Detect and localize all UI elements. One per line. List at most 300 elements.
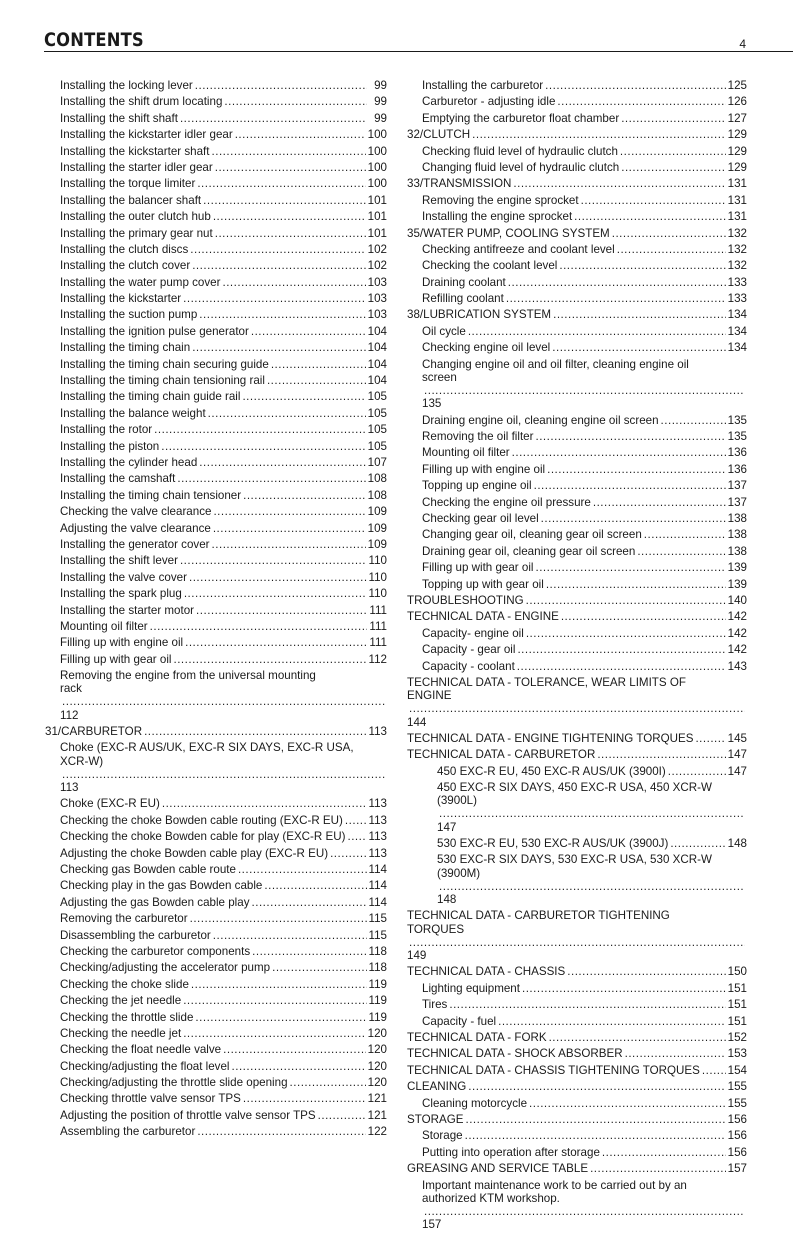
dot-leader [238, 863, 367, 876]
toc-entry[interactable] [45, 489, 387, 502]
toc-entry-title: Installing the clutch cover [60, 259, 191, 273]
toc-entry[interactable] [407, 276, 747, 289]
toc-entry[interactable] [45, 961, 387, 974]
dot-leader [243, 489, 366, 502]
toc-entry-title: Installing the balancer shaft [60, 193, 202, 207]
toc-entry[interactable] [45, 194, 387, 207]
toc-entry[interactable] [407, 145, 747, 158]
toc-entry[interactable] [407, 430, 747, 443]
toc-entry[interactable] [407, 528, 747, 541]
toc-entry-page: 104 [367, 324, 387, 338]
toc-entry-title: TECHNICAL DATA - FORK [407, 1031, 547, 1045]
toc-entry-title: Capacity - coolant [422, 659, 515, 673]
toc-entry-page: 135 [727, 430, 747, 444]
toc-entry[interactable] [45, 912, 387, 925]
toc-entry[interactable] [407, 1162, 747, 1175]
toc-entry[interactable] [45, 472, 387, 485]
dot-leader [162, 797, 367, 810]
toc-entry-title: Installing the rotor [60, 423, 153, 437]
toc-entry-title: Tires [422, 998, 448, 1012]
toc-entry[interactable] [45, 636, 387, 649]
toc-entry[interactable] [407, 545, 747, 558]
toc-entry[interactable] [45, 1125, 387, 1138]
toc-entry-title: TECHNICAL DATA - TOLERANCE, WEAR LIMITS OF [407, 675, 686, 689]
toc-entry[interactable] [407, 660, 747, 673]
toc-entry-page: 132 [727, 259, 747, 273]
toc-entry-title: Checking fluid level of hydraulic clutch [422, 144, 618, 158]
toc-entry[interactable] [45, 341, 387, 354]
toc-entry-title: Installing the balance weight [60, 406, 206, 420]
toc-entry[interactable] [407, 853, 747, 906]
toc-entry[interactable] [407, 210, 747, 223]
toc-entry[interactable] [45, 95, 387, 108]
toc-entry[interactable] [407, 1080, 747, 1093]
dot-leader [252, 945, 366, 958]
toc-entry-page: 134 [727, 308, 747, 322]
toc-entry-page: 103 [367, 292, 387, 306]
toc-entry-page: 125 [727, 79, 747, 92]
toc-entry[interactable] [407, 578, 747, 591]
toc-entry-title: Installing the generator cover [60, 537, 210, 551]
dot-leader [557, 95, 725, 108]
dot-leader [668, 765, 726, 778]
toc-entry-title: Installing the timing chain tensioner [60, 488, 242, 502]
toc-entry-page: 149 [407, 949, 427, 963]
dot-leader [522, 982, 726, 995]
toc-entry-title: Installing the piston [60, 439, 160, 453]
toc-entry-title: Checking the valve clearance [60, 505, 212, 519]
toc-entry[interactable] [45, 308, 387, 321]
toc-entry-title: Removing the oil filter [422, 430, 534, 444]
dot-leader [465, 1129, 726, 1142]
toc-entry[interactable] [407, 128, 747, 141]
toc-entry[interactable] [407, 1146, 747, 1159]
toc-entry-title: Adjusting the valve clearance [60, 521, 211, 535]
toc-entry[interactable] [407, 177, 747, 190]
toc-entry[interactable] [45, 604, 387, 617]
toc-entry[interactable] [407, 909, 747, 962]
toc-entry-page: 110 [368, 570, 387, 584]
dot-leader [177, 472, 365, 485]
toc-entry-title-continued: authorized KTM workshop. [422, 1191, 560, 1205]
toc-entry[interactable] [45, 456, 387, 469]
toc-entry-title: Lighting equipment [422, 981, 520, 995]
toc-entry[interactable] [45, 571, 387, 584]
dot-leader [409, 936, 745, 949]
dot-leader [574, 210, 725, 223]
toc-entry[interactable] [45, 879, 387, 892]
toc-entry[interactable] [45, 276, 387, 289]
toc-entry-page: 113 [368, 846, 387, 860]
toc-entry[interactable] [407, 1031, 747, 1044]
toc-entry[interactable] [407, 781, 747, 834]
dot-leader [243, 1092, 366, 1105]
toc-entry-title: Filling up with engine oil [60, 636, 184, 650]
toc-entry[interactable] [407, 161, 747, 174]
toc-entry-page: 131 [727, 177, 747, 191]
dot-leader [154, 423, 366, 436]
toc-entry[interactable] [407, 243, 747, 256]
toc-entry[interactable] [45, 177, 387, 190]
toc-entry-title: Choke (EXC-R AUS/UK, EXC-R SIX DAYS, EXC-R USA, [60, 741, 354, 755]
toc-entry-page: 109 [367, 537, 387, 551]
toc-entry-title: Emptying the carburetor float chamber [422, 111, 620, 125]
toc-entry-title: Checking the carburetor components [60, 944, 251, 958]
toc-entry-page: 131 [727, 193, 747, 207]
toc-entry-title: Assembling the carburetor [60, 1125, 196, 1139]
toc-entry[interactable] [45, 814, 387, 827]
dot-leader [161, 440, 365, 453]
toc-entry-title: Filling up with gear oil [60, 652, 172, 666]
dot-leader [612, 227, 726, 240]
toc-entry-page: 99 [374, 79, 387, 92]
toc-entry[interactable] [407, 259, 747, 272]
toc-entry[interactable] [45, 830, 387, 843]
toc-entry[interactable] [407, 627, 747, 640]
toc-entry-page: 135 [727, 413, 747, 427]
toc-entry[interactable] [407, 194, 747, 207]
dot-leader [222, 276, 365, 289]
toc-entry-title: Choke (EXC-R EU) [60, 797, 160, 811]
toc-entry-page: 129 [727, 128, 747, 142]
toc-entry[interactable] [407, 676, 747, 729]
toc-entry-page: 129 [727, 160, 747, 174]
toc-entry[interactable] [45, 227, 387, 240]
toc-entry-page: 112 [368, 652, 387, 666]
dot-leader [195, 1011, 366, 1024]
toc-entry[interactable] [407, 561, 747, 574]
dot-leader [150, 620, 367, 633]
dot-leader [409, 702, 745, 715]
toc-entry[interactable] [45, 79, 387, 92]
toc-entry[interactable] [45, 978, 387, 991]
toc-entry-page: 137 [727, 495, 747, 509]
toc-entry[interactable] [407, 1113, 747, 1126]
toc-entry[interactable] [45, 863, 387, 876]
toc-entry-page: 157 [422, 1218, 442, 1232]
toc-entry-page: 109 [367, 505, 387, 519]
dot-leader [695, 732, 725, 745]
toc-entry-title-continued: TORQUES [407, 922, 465, 936]
toc-entry[interactable] [407, 358, 747, 411]
toc-entry[interactable] [45, 243, 387, 256]
toc-entry-page: 100 [367, 144, 387, 158]
toc-entry-title: Installing the spark plug [60, 587, 182, 601]
dot-leader [183, 1027, 365, 1040]
dot-leader [203, 194, 366, 207]
toc-entry-page: 120 [367, 1076, 387, 1090]
toc-entry-title: Changing gear oil, cleaning gear oil screen [422, 528, 642, 542]
dot-leader [347, 830, 366, 843]
toc-entry-page: 112 [60, 708, 79, 722]
toc-entry[interactable] [407, 512, 747, 525]
toc-entry-title: Installing the locking lever [60, 79, 193, 92]
toc-entry-title: Checking the needle jet [60, 1026, 182, 1040]
toc-entry-title: Capacity - fuel [422, 1014, 497, 1028]
toc-entry[interactable] [45, 1076, 387, 1089]
toc-entry[interactable] [45, 374, 387, 387]
dot-leader [581, 194, 726, 207]
dot-leader [534, 479, 726, 492]
toc-entry[interactable] [45, 259, 387, 272]
toc-entry-page: 133 [727, 275, 747, 289]
toc-entry[interactable] [45, 1109, 387, 1122]
toc-entry-page: 110 [368, 554, 387, 568]
toc-entry[interactable] [45, 407, 387, 420]
toc-entry-title: TECHNICAL DATA - ENGINE TIGHTENING TORQUES [407, 731, 694, 745]
toc-entry-page: 147 [437, 820, 457, 834]
dot-leader [424, 384, 745, 397]
dot-leader [232, 1060, 366, 1073]
toc-entry[interactable] [45, 325, 387, 338]
toc-entry[interactable] [407, 112, 747, 125]
toc-entry-page: 151 [727, 1014, 747, 1028]
toc-entry[interactable] [45, 847, 387, 860]
toc-entry-title: Installing the starter motor [60, 603, 195, 617]
toc-entry-title: Removing the engine from the universal mounting [60, 669, 316, 683]
dot-leader [513, 177, 725, 190]
toc-entry[interactable] [45, 1043, 387, 1056]
toc-entry[interactable] [407, 227, 747, 240]
toc-entry-page: 144 [407, 715, 427, 729]
toc-entry[interactable] [45, 669, 387, 722]
toc-entry-title: Installing the timing chain guide rail [60, 390, 241, 404]
toc-entry[interactable] [45, 1011, 387, 1024]
toc-entry-title: Storage [422, 1129, 463, 1143]
dot-leader [424, 1205, 745, 1218]
toc-entry[interactable] [45, 390, 387, 403]
dot-leader [173, 653, 366, 666]
toc-entry[interactable] [45, 896, 387, 909]
toc-entry-title: Installing the kickstarter idler gear [60, 128, 233, 142]
toc-entry[interactable] [407, 463, 747, 476]
toc-entry-page: 153 [727, 1047, 747, 1061]
toc-entry[interactable] [407, 748, 747, 761]
toc-entry[interactable] [407, 79, 747, 92]
toc-entry-title: 450 EXC-R EU, 450 EXC-R AUS/UK (3900I) [437, 764, 666, 778]
toc-entry-page: 152 [727, 1031, 747, 1045]
toc-entry-page: 156 [727, 1145, 747, 1159]
toc-entry-page: 143 [727, 659, 747, 673]
toc-left-column [45, 79, 387, 1142]
toc-entry-page: 102 [367, 259, 387, 273]
dot-leader [290, 1076, 366, 1089]
dot-leader [251, 325, 366, 338]
toc-entry[interactable] [407, 982, 747, 995]
dot-leader [144, 725, 366, 738]
page-title: CONTENTS [44, 29, 144, 51]
toc-entry-title: Checking the engine oil pressure [422, 495, 591, 509]
dot-leader [208, 407, 366, 420]
toc-entry[interactable] [407, 965, 747, 978]
toc-entry-title: Adjusting the position of throttle valve sensor TPS [60, 1108, 316, 1122]
toc-entry-page: 104 [367, 374, 387, 388]
toc-entry[interactable] [45, 1060, 387, 1073]
toc-entry-page: 151 [727, 981, 747, 995]
toc-entry-title: Checking/adjusting the accelerator pump [60, 961, 271, 975]
toc-entry-title: Filling up with engine oil [422, 462, 546, 476]
toc-entry-title: Installing the torque limiter [60, 177, 196, 191]
dot-leader [517, 643, 725, 656]
dot-leader [267, 374, 366, 387]
dot-leader [517, 660, 726, 673]
toc-entry[interactable] [45, 145, 387, 158]
toc-entry-title: Filling up with gear oil [422, 561, 534, 575]
dot-leader [625, 1047, 726, 1060]
toc-entry[interactable] [407, 95, 747, 108]
toc-entry[interactable] [45, 522, 387, 535]
dot-leader [264, 879, 366, 892]
toc-entry-title: Installing the camshaft [60, 472, 176, 486]
dot-leader [189, 571, 367, 584]
toc-entry-page: 132 [727, 242, 747, 256]
toc-entry[interactable] [407, 837, 747, 850]
dot-leader [597, 748, 725, 761]
toc-entry-page: 101 [367, 226, 387, 240]
dot-leader [213, 505, 365, 518]
dot-leader [183, 292, 366, 305]
toc-entry-title: TECHNICAL DATA - CARBURETOR TIGHTENING [407, 909, 670, 923]
toc-entry[interactable] [407, 479, 747, 492]
toc-entry-page: 102 [367, 242, 387, 256]
toc-entry-page: 139 [727, 561, 747, 575]
toc-entry[interactable] [407, 1129, 747, 1142]
toc-entry-page: 100 [367, 128, 387, 142]
toc-entry[interactable] [45, 945, 387, 958]
toc-entry-title: Installing the carburetor [422, 79, 544, 92]
toc-entry-page: 133 [727, 292, 747, 306]
dot-leader [213, 929, 367, 942]
toc-entry[interactable] [407, 1064, 747, 1077]
toc-entry-title: Topping up with gear oil [422, 577, 544, 591]
toc-entry[interactable] [45, 1027, 387, 1040]
dot-leader [661, 414, 726, 427]
toc-entry[interactable] [45, 112, 387, 125]
toc-entry[interactable] [45, 797, 387, 810]
toc-entry[interactable] [45, 725, 387, 738]
dot-leader [271, 358, 366, 371]
dot-leader [212, 145, 366, 158]
toc-entry[interactable] [45, 423, 387, 436]
toc-entry[interactable] [45, 440, 387, 453]
dot-leader [512, 446, 726, 459]
dot-leader [547, 463, 726, 476]
toc-entry-page: 135 [422, 397, 442, 411]
dot-leader [190, 912, 367, 925]
toc-entry-title-continued: screen [422, 370, 457, 384]
dot-leader [702, 1064, 726, 1077]
toc-entry-title: Capacity- engine oil [422, 626, 524, 640]
toc-entry[interactable] [45, 538, 387, 551]
toc-entry[interactable] [407, 1047, 747, 1060]
toc-entry[interactable] [407, 1015, 747, 1028]
toc-entry-page: 119 [368, 977, 387, 991]
toc-entry[interactable] [407, 765, 747, 778]
toc-entry-title: 32/CLUTCH [407, 128, 471, 142]
toc-entry[interactable] [407, 496, 747, 509]
toc-entry-page: 100 [367, 160, 387, 174]
toc-entry[interactable] [407, 292, 747, 305]
dot-leader [468, 325, 726, 338]
toc-entry-title: 35/WATER PUMP, COOLING SYSTEM [407, 226, 610, 240]
toc-entry-title: Checking/adjusting the throttle slide opening [60, 1076, 288, 1090]
toc-entry-title: Installing the kickstarter [60, 292, 182, 306]
toc-entry[interactable] [407, 446, 747, 459]
toc-entry[interactable] [45, 358, 387, 371]
toc-entry-title-continued: ENGINE [407, 689, 452, 703]
toc-entry-page: 99 [374, 111, 387, 125]
toc-entry[interactable] [45, 1092, 387, 1105]
toc-entry-page: 155 [727, 1096, 747, 1110]
toc-entry-page: 121 [367, 1092, 387, 1106]
toc-entry[interactable] [45, 128, 387, 141]
toc-entry[interactable] [45, 994, 387, 1007]
dot-leader [529, 1097, 726, 1110]
toc-entry[interactable] [407, 594, 747, 607]
toc-entry-page: 104 [367, 357, 387, 371]
toc-entry-page: 115 [368, 912, 387, 926]
toc-entry[interactable] [407, 341, 747, 354]
dot-leader [318, 1109, 366, 1122]
toc-entry[interactable] [45, 161, 387, 174]
dot-leader [637, 545, 725, 558]
toc-entry[interactable] [45, 741, 387, 794]
toc-entry-title: Installing the engine sprocket [422, 210, 573, 224]
toc-entry[interactable] [407, 325, 747, 338]
toc-entry[interactable] [407, 610, 747, 623]
toc-entry-title: Installing the cylinder head [60, 455, 198, 469]
toc-entry-title: TECHNICAL DATA - CHASSIS TIGHTENING TORQUES [407, 1063, 700, 1077]
toc-entry-page: 142 [727, 610, 747, 624]
dot-leader [197, 1125, 365, 1138]
toc-entry-page: 157 [727, 1162, 747, 1176]
toc-entry-title: Installing the kickstarter shaft [60, 144, 210, 158]
toc-entry[interactable] [45, 620, 387, 633]
toc-entry[interactable] [407, 1179, 747, 1232]
toc-entry-page: 142 [727, 643, 747, 657]
toc-entry-title: Installing the outer clutch hub [60, 210, 211, 224]
dot-leader [439, 880, 745, 893]
toc-entry-title: Checking the choke Bowden cable routing (EXC-R EU) [60, 813, 343, 827]
toc-entry[interactable] [407, 998, 747, 1011]
toc-entry[interactable] [407, 414, 747, 427]
toc-entry-title: Mounting oil filter [60, 619, 148, 633]
toc-entry[interactable] [407, 1097, 747, 1110]
dot-leader [541, 512, 726, 525]
dot-leader [553, 308, 726, 321]
toc-entry[interactable] [45, 929, 387, 942]
toc-entry[interactable] [45, 292, 387, 305]
dot-leader [439, 807, 745, 820]
toc-entry-page: 155 [727, 1080, 747, 1094]
toc-entry-title: Installing the starter idler gear [60, 160, 213, 174]
toc-entry[interactable] [45, 653, 387, 666]
toc-entry-title-continued: (3900L) [437, 794, 477, 808]
toc-entry[interactable] [407, 308, 747, 321]
toc-entry-page: 138 [727, 511, 747, 525]
toc-entry[interactable] [45, 554, 387, 567]
toc-entry[interactable] [45, 505, 387, 518]
toc-entry[interactable] [45, 587, 387, 600]
dot-leader [593, 496, 726, 509]
toc-entry[interactable] [45, 210, 387, 223]
toc-entry[interactable] [407, 732, 747, 745]
dot-leader [242, 390, 365, 403]
toc-entry[interactable] [407, 643, 747, 656]
toc-entry-page: 115 [368, 928, 387, 942]
toc-entry-page: 103 [367, 275, 387, 289]
dot-leader [212, 538, 366, 551]
